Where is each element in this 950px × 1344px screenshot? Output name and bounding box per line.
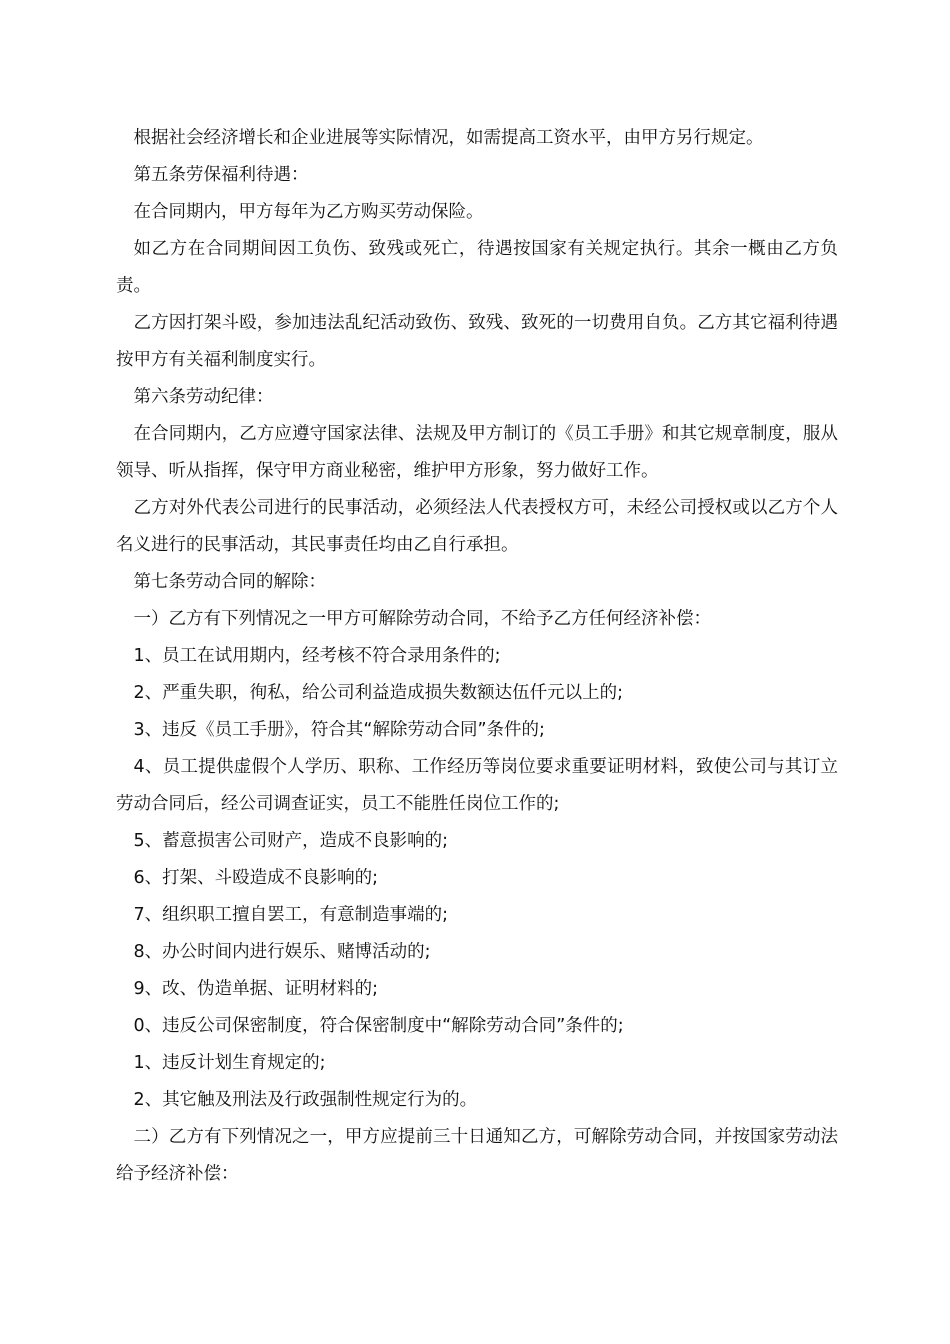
paragraph-fighting-costs: 乙方因打架斗殴，参加违法乱纪活动致伤、致残、致死的一切费用自负。乙方其它福利待遇按甲方有关福利制度实行。 [116, 313, 838, 370]
paragraph-insurance: 在合同期内，甲方每年为乙方购买劳动保险。 [133, 202, 484, 222]
paragraph-discipline: 在合同期内，乙方应遵守国家法律、法规及甲方制订的《员工手册》和其它规章制度，服从领导、听从指挥，保守甲方商业秘密，维护甲方形象，努力做好工作。 [116, 424, 838, 481]
heading-article-5: 第五条劳保福利待遇： [133, 165, 309, 185]
list-item-9: 9、改、伪造单据、证明材料的; [133, 979, 379, 999]
document-body [116, 120, 838, 1193]
paragraph-injury-treatment: 如乙方在合同期间因工负伤、致残或死亡，待遇按国家有关规定执行。其余一概由乙方负责。 [116, 239, 838, 296]
list-item-8: 8、办公时间内进行娱乐、赌博活动的; [133, 942, 431, 962]
list-item-12: 2、其它触及刑法及行政强制性规定行为的。 [133, 1090, 478, 1110]
list-item-7: 7、组织职工擅自罢工，有意制造事端的; [133, 905, 449, 925]
list-item-11: 1、违反计划生育规定的; [133, 1053, 326, 1073]
heading-article-7: 第七条劳动合同的解除： [133, 572, 326, 592]
paragraph-termination-section-2: 二）乙方有下列情况之一，甲方应提前三十日通知乙方，可解除劳动合同，并按国家劳动法给予经济补偿： [116, 1127, 838, 1184]
heading-article-6: 第六条劳动纪律： [133, 387, 274, 407]
list-item-6: 6、打架、斗殴造成不良影响的; [133, 868, 379, 888]
list-item-5: 5、蓄意损害公司财产，造成不良影响的; [133, 831, 449, 851]
paragraph-wage-adjustment: 根据社会经济增长和企业进展等实际情况，如需提高工资水平，由甲方另行规定。 [133, 128, 764, 148]
list-item-4: 4、员工提供虚假个人学历、职称、工作经历等岗位要求重要证明材料，致使公司与其订立劳动合同后，经公司调查证实，员工不能胜任岗位工作的; [116, 757, 838, 814]
paragraph-termination-section-1: 一）乙方有下列情况之一甲方可解除劳动合同，不给予乙方任何经济补偿： [133, 609, 711, 629]
list-item-1: 1、员工在试用期内，经考核不符合录用条件的; [133, 646, 501, 666]
paragraph-civil-activities: 乙方对外代表公司进行的民事活动，必须经法人代表授权方可，未经公司授权或以乙方个人名义进行的民事活动，其民事责任均由乙自行承担。 [116, 498, 838, 555]
list-item-2: 2、严重失职，徇私，给公司利益造成损失数额达伍仟元以上的; [133, 683, 624, 703]
list-item-10: 0、违反公司保密制度，符合保密制度中“解除劳动合同”条件的; [133, 1016, 624, 1036]
list-item-3: 3、违反《员工手册》，符合其“解除劳动合同”条件的; [133, 720, 545, 740]
